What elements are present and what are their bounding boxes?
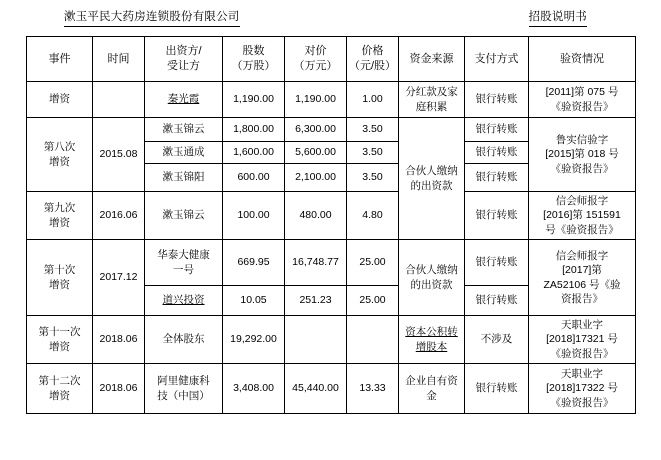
- party-line2: 技（中国）: [157, 389, 210, 402]
- cell-unit: 3.50: [347, 142, 399, 164]
- verify-line2: 《验资报告》: [550, 100, 614, 113]
- cell-unit: 4.80: [347, 192, 399, 240]
- cell-verify: [529, 82, 636, 118]
- cell-event: [27, 240, 93, 316]
- cell-price: 251.23: [285, 286, 347, 316]
- cell-payment: 银行转账: [465, 364, 529, 414]
- event-line2: 增资: [49, 155, 70, 168]
- cell-source: [399, 316, 465, 364]
- col-header-price-line2: （万元）: [293, 60, 338, 72]
- cell-verify: [529, 316, 636, 364]
- cell-shares: 600.00: [223, 164, 285, 192]
- col-header-unit-line2: （元/股）: [348, 60, 397, 72]
- col-header-time: 时间: [93, 37, 145, 82]
- col-header-source: 资金来源: [399, 37, 465, 82]
- col-header-event: 事件: [27, 37, 93, 82]
- cell-unit: 3.50: [347, 118, 399, 142]
- cell-event: 增资: [27, 82, 93, 118]
- col-header-shares-line2: （万股）: [231, 60, 276, 72]
- cell-source: [399, 240, 465, 316]
- event-line1: 第八次: [43, 141, 76, 154]
- verify-line4: 资报告》: [561, 292, 603, 305]
- verify-line3: 《验资报告》: [550, 396, 614, 409]
- cell-payment: 银行转账: [465, 118, 529, 142]
- cell-time: [93, 82, 145, 118]
- verify-line1: 天职业字: [561, 319, 603, 332]
- cell-party: 漱玉通成: [145, 142, 223, 164]
- table-row: [27, 192, 636, 240]
- verify-line2: [2018]17322 号: [546, 382, 618, 395]
- cell-party: [145, 286, 223, 316]
- verify-line1: 天职业字: [561, 368, 603, 381]
- party-line2: 一号: [173, 263, 194, 276]
- cell-shares: 19,292.00: [223, 316, 285, 364]
- party-name-link[interactable]: 秦光霞: [167, 93, 200, 106]
- event-line1: 第十次: [43, 264, 76, 277]
- col-header-party-line2: 受让方: [167, 60, 200, 72]
- capital-increase-table: [26, 36, 636, 414]
- table-row: [27, 364, 636, 414]
- event-line2: 增资: [49, 278, 70, 291]
- source-line2: 金: [426, 389, 437, 402]
- company-name: 漱玉平民大药房连锁股份有限公司: [64, 8, 240, 27]
- cell-verify: [529, 364, 636, 414]
- verify-line2: [2016]第 151591: [543, 209, 621, 222]
- page-header: [0, 0, 661, 30]
- cell-price: 2,100.00: [285, 164, 347, 192]
- cell-time: 2015.08: [93, 118, 145, 192]
- cell-shares: 1,190.00: [223, 82, 285, 118]
- cell-price: 5,600.00: [285, 142, 347, 164]
- cell-price: 6,300.00: [285, 118, 347, 142]
- verify-line2: [2015]第 018 号: [545, 148, 619, 161]
- cell-unit: 25.00: [347, 286, 399, 316]
- cell-party: [145, 82, 223, 118]
- party-name-link[interactable]: 道兴投资: [162, 294, 205, 307]
- table-row: [27, 240, 636, 286]
- cell-unit: 3.50: [347, 164, 399, 192]
- cell-payment: 银行转账: [465, 192, 529, 240]
- event-line1: 第九次: [43, 202, 76, 215]
- table-row: [27, 316, 636, 364]
- cell-price: 45,440.00: [285, 364, 347, 414]
- cell-event: [27, 192, 93, 240]
- col-header-unit-line1: 价格: [361, 45, 384, 58]
- event-line1: 第十一次: [38, 326, 81, 339]
- verify-line1: [2011]第 075 号: [545, 86, 619, 99]
- source-line2: 的出资款: [410, 179, 453, 192]
- verify-line1: 信会师报字: [555, 250, 609, 263]
- verify-line3: 《验资报告》: [550, 162, 614, 175]
- col-header-payment: 支付方式: [465, 37, 529, 82]
- cell-shares: 669.95: [223, 240, 285, 286]
- col-header-unit: [347, 37, 399, 82]
- table-container: [0, 30, 661, 414]
- cell-verify: [529, 118, 636, 192]
- cell-event: [27, 316, 93, 364]
- cell-unit: 25.00: [347, 240, 399, 286]
- verify-line1: 信会师报字: [555, 195, 609, 208]
- cell-shares: 1,800.00: [223, 118, 285, 142]
- cell-payment: 银行转账: [465, 82, 529, 118]
- cell-payment: 银行转账: [465, 142, 529, 164]
- cell-shares: 100.00: [223, 192, 285, 240]
- document-title: 招股说明书: [529, 8, 588, 27]
- verify-line3: 《验资报告》: [550, 347, 614, 360]
- source-line2: 庭积累: [415, 100, 448, 113]
- col-header-verify: 验资情况: [529, 37, 636, 82]
- cell-payment: 银行转账: [465, 164, 529, 192]
- party-line1: 阿里健康科: [157, 375, 210, 388]
- cell-price: 1,190.00: [285, 82, 347, 118]
- cell-payment: 不涉及: [465, 316, 529, 364]
- cell-party: 全体股东: [145, 316, 223, 364]
- cell-unit: 1.00: [347, 82, 399, 118]
- cell-source: [399, 118, 465, 240]
- col-header-price-line1: 对价: [304, 45, 327, 58]
- col-header-shares-line1: 股数: [242, 45, 265, 58]
- cell-time: 2016.06: [93, 192, 145, 240]
- col-header-party-line1: 出资方/: [165, 45, 202, 58]
- source-line1: 合伙人缴纳: [405, 264, 458, 277]
- cell-event: [27, 364, 93, 414]
- verify-line3: 号《验资报告》: [545, 223, 619, 236]
- verify-line1: 鲁实信验字: [555, 134, 609, 147]
- cell-verify: [529, 192, 636, 240]
- source-line1[interactable]: 资本公积转: [405, 326, 458, 339]
- col-header-shares: [223, 37, 285, 82]
- table-header-row: [27, 37, 636, 82]
- source-line1: 分红款及家: [405, 86, 458, 99]
- table-row: [27, 118, 636, 142]
- event-line1: 第十二次: [38, 375, 81, 388]
- cell-price: 16,748.77: [285, 240, 347, 286]
- cell-time: 2018.06: [93, 316, 145, 364]
- cell-party: 漱玉锦云: [145, 192, 223, 240]
- source-line1: 合伙人缴纳: [405, 165, 458, 178]
- cell-party: 漱玉锦云: [145, 118, 223, 142]
- table-row: [27, 82, 636, 118]
- cell-party: [145, 364, 223, 414]
- cell-payment: 银行转账: [465, 286, 529, 316]
- verify-line2: [2017]第: [562, 264, 602, 277]
- cell-party: 漱玉锦阳: [145, 164, 223, 192]
- party-line1: 华泰大健康: [157, 249, 210, 262]
- cell-verify: [529, 240, 636, 316]
- cell-shares: 3,408.00: [223, 364, 285, 414]
- cell-price: 480.00: [285, 192, 347, 240]
- cell-shares: 10.05: [223, 286, 285, 316]
- verify-line3: ZA52106 号《验: [543, 278, 621, 291]
- cell-event: [27, 118, 93, 192]
- col-header-price: [285, 37, 347, 82]
- event-line2: 增资: [49, 389, 70, 402]
- cell-payment: 银行转账: [465, 240, 529, 286]
- cell-source: [399, 82, 465, 118]
- source-line2: 的出资款: [410, 278, 453, 291]
- cell-time: 2017.12: [93, 240, 145, 316]
- cell-source: [399, 364, 465, 414]
- event-line2: 增资: [49, 340, 70, 353]
- cell-price: [285, 316, 347, 364]
- verify-line2: [2018]17321 号: [546, 333, 618, 346]
- cell-time: 2018.06: [93, 364, 145, 414]
- cell-party: [145, 240, 223, 286]
- cell-shares: 1,600.00: [223, 142, 285, 164]
- source-line1: 企业自有资: [405, 375, 458, 388]
- cell-unit: 13.33: [347, 364, 399, 414]
- cell-unit: [347, 316, 399, 364]
- col-header-party: [145, 37, 223, 82]
- source-line2[interactable]: 增股本: [415, 340, 448, 353]
- event-line2: 增资: [49, 216, 70, 229]
